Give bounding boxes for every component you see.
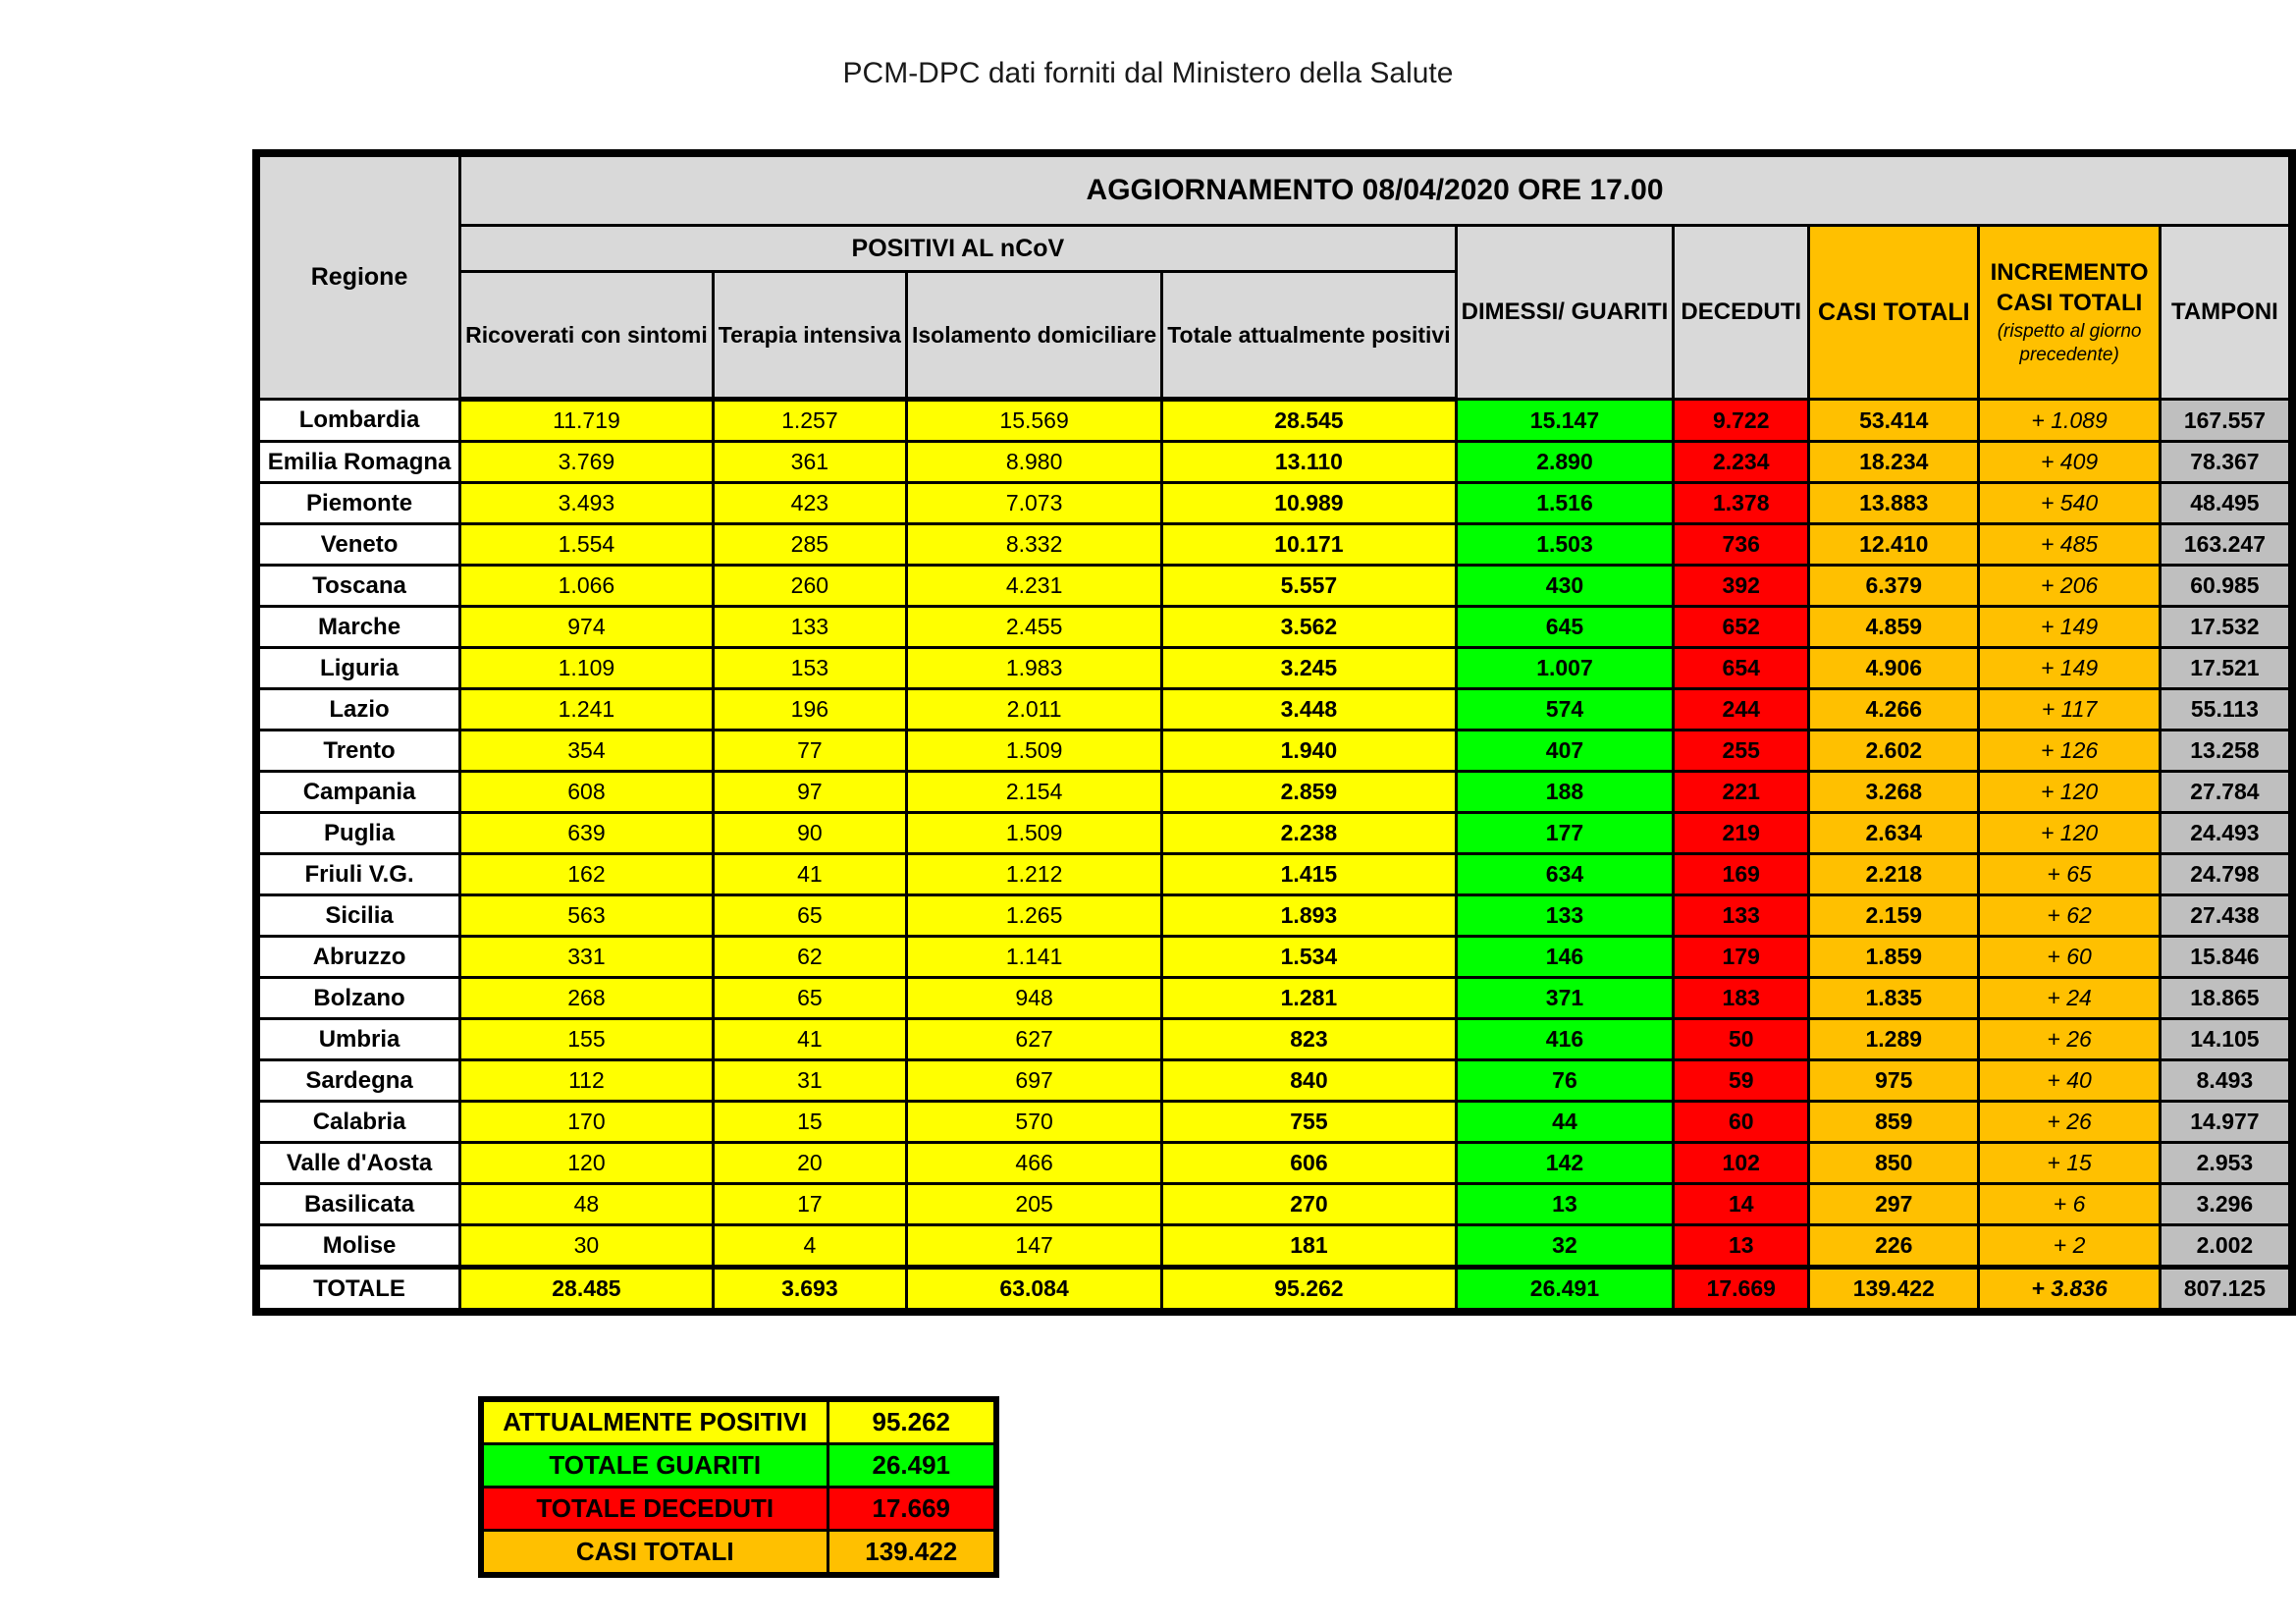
table-row — [256, 1019, 2292, 1060]
casi-totali-cell: 226 — [1809, 1225, 1979, 1268]
totale-positivi-cell: 2.238 — [1162, 813, 1456, 854]
region-name-cell: Abruzzo — [256, 937, 460, 978]
tamponi-cell: 2.002 — [2160, 1225, 2292, 1268]
summary-label: TOTALE DECEDUTI — [481, 1488, 828, 1531]
table-row — [256, 442, 2292, 483]
table-row — [256, 1143, 2292, 1184]
group-header-row — [256, 226, 2292, 272]
isolamento-cell: 627 — [906, 1019, 1161, 1060]
deceduti-cell: 17.669 — [1674, 1268, 1809, 1313]
tamponi-cell: 14.977 — [2160, 1102, 2292, 1143]
column-header-terapia: Terapia intensiva — [713, 272, 906, 400]
incremento-cell: + 26 — [1979, 1102, 2161, 1143]
summary-table — [478, 1396, 999, 1578]
ricoverati-cell: 1.554 — [460, 524, 714, 566]
tamponi-cell: 17.521 — [2160, 648, 2292, 689]
totale-positivi-cell: 840 — [1162, 1060, 1456, 1102]
region-name-cell: Umbria — [256, 1019, 460, 1060]
incremento-cell: + 540 — [1979, 483, 2161, 524]
table-row — [256, 648, 2292, 689]
region-name-cell: Basilicata — [256, 1184, 460, 1225]
tamponi-cell: 17.532 — [2160, 607, 2292, 648]
region-name-cell: Liguria — [256, 648, 460, 689]
summary-row-totale-deceduti — [481, 1488, 996, 1531]
ricoverati-cell: 155 — [460, 1019, 714, 1060]
column-header-deceduti: DECEDUTI — [1674, 226, 1809, 400]
summary-row-totale-guariti — [481, 1444, 996, 1488]
totale-positivi-cell: 1.534 — [1162, 937, 1456, 978]
deceduti-cell: 9.722 — [1674, 400, 1809, 442]
isolamento-cell: 63.084 — [906, 1268, 1161, 1313]
terapia-cell: 423 — [713, 483, 906, 524]
dimessi-guariti-cell: 1.516 — [1456, 483, 1674, 524]
incremento-cell: + 65 — [1979, 854, 2161, 895]
ricoverati-cell: 354 — [460, 731, 714, 772]
incremento-cell: + 1.089 — [1979, 400, 2161, 442]
terapia-cell: 97 — [713, 772, 906, 813]
terapia-cell: 90 — [713, 813, 906, 854]
table-row — [256, 731, 2292, 772]
isolamento-cell: 205 — [906, 1184, 1161, 1225]
deceduti-cell: 13 — [1674, 1225, 1809, 1268]
ricoverati-cell: 11.719 — [460, 400, 714, 442]
table-row — [256, 1225, 2292, 1268]
table-row — [256, 854, 2292, 895]
ricoverati-cell: 170 — [460, 1102, 714, 1143]
deceduti-cell: 14 — [1674, 1184, 1809, 1225]
terapia-cell: 153 — [713, 648, 906, 689]
isolamento-cell: 2.011 — [906, 689, 1161, 731]
terapia-cell: 4 — [713, 1225, 906, 1268]
tamponi-cell: 807.125 — [2160, 1268, 2292, 1313]
column-header-casi-totali: CASI TOTALI — [1809, 226, 1979, 400]
region-name-cell: Veneto — [256, 524, 460, 566]
casi-totali-cell: 18.234 — [1809, 442, 1979, 483]
deceduti-cell: 219 — [1674, 813, 1809, 854]
casi-totali-cell: 6.379 — [1809, 566, 1979, 607]
tamponi-cell: 24.798 — [2160, 854, 2292, 895]
terapia-cell: 41 — [713, 854, 906, 895]
terapia-cell: 3.693 — [713, 1268, 906, 1313]
region-name-cell: Campania — [256, 772, 460, 813]
region-name-cell: Sicilia — [256, 895, 460, 937]
terapia-cell: 20 — [713, 1143, 906, 1184]
dimessi-guariti-cell: 15.147 — [1456, 400, 1674, 442]
incremento-cell: + 40 — [1979, 1060, 2161, 1102]
table-row — [256, 895, 2292, 937]
casi-totali-cell: 859 — [1809, 1102, 1979, 1143]
casi-totali-cell: 4.859 — [1809, 607, 1979, 648]
incremento-cell: + 149 — [1979, 648, 2161, 689]
dimessi-guariti-cell: 188 — [1456, 772, 1674, 813]
deceduti-cell: 2.234 — [1674, 442, 1809, 483]
deceduti-cell: 652 — [1674, 607, 1809, 648]
table-row — [256, 1060, 2292, 1102]
casi-totali-cell: 4.906 — [1809, 648, 1979, 689]
region-name-cell: Lazio — [256, 689, 460, 731]
incremento-cell: + 2 — [1979, 1225, 2161, 1268]
casi-totali-cell: 2.218 — [1809, 854, 1979, 895]
table-row — [256, 524, 2292, 566]
dimessi-guariti-cell: 1.503 — [1456, 524, 1674, 566]
deceduti-cell: 1.378 — [1674, 483, 1809, 524]
incremento-label: INCREMENTO CASI TOTALI — [1990, 259, 2149, 317]
casi-totali-cell: 2.602 — [1809, 731, 1979, 772]
ricoverati-cell: 28.485 — [460, 1268, 714, 1313]
tamponi-cell: 14.105 — [2160, 1019, 2292, 1060]
totale-positivi-cell: 1.940 — [1162, 731, 1456, 772]
deceduti-cell: 654 — [1674, 648, 1809, 689]
ricoverati-cell: 1.066 — [460, 566, 714, 607]
ricoverati-cell: 1.241 — [460, 689, 714, 731]
isolamento-cell: 948 — [906, 978, 1161, 1019]
isolamento-cell: 697 — [906, 1060, 1161, 1102]
dimessi-guariti-cell: 26.491 — [1456, 1268, 1674, 1313]
region-name-cell: Calabria — [256, 1102, 460, 1143]
casi-totali-cell: 4.266 — [1809, 689, 1979, 731]
terapia-cell: 77 — [713, 731, 906, 772]
terapia-cell: 15 — [713, 1102, 906, 1143]
casi-totali-cell: 1.289 — [1809, 1019, 1979, 1060]
banner-row — [256, 153, 2292, 226]
isolamento-cell: 2.455 — [906, 607, 1161, 648]
region-name-cell: Valle d'Aosta — [256, 1143, 460, 1184]
deceduti-cell: 183 — [1674, 978, 1809, 1019]
tamponi-cell: 3.296 — [2160, 1184, 2292, 1225]
tamponi-cell: 78.367 — [2160, 442, 2292, 483]
incremento-cell: + 6 — [1979, 1184, 2161, 1225]
summary-row-attualmente-positivi — [481, 1399, 996, 1444]
column-header-isolamento: Isolamento domiciliare — [906, 272, 1161, 400]
table-row — [256, 483, 2292, 524]
region-name-cell: Piemonte — [256, 483, 460, 524]
isolamento-cell: 8.980 — [906, 442, 1161, 483]
casi-totali-cell: 2.159 — [1809, 895, 1979, 937]
page-title: PCM-DPC dati forniti dal Ministero della Salute — [842, 57, 1454, 89]
covid-regions-table — [252, 149, 2296, 1316]
region-name-cell: Bolzano — [256, 978, 460, 1019]
totale-positivi-cell: 1.893 — [1162, 895, 1456, 937]
dimessi-guariti-cell: 76 — [1456, 1060, 1674, 1102]
totale-positivi-cell: 823 — [1162, 1019, 1456, 1060]
table-row — [256, 400, 2292, 442]
table-row — [256, 689, 2292, 731]
isolamento-cell: 15.569 — [906, 400, 1161, 442]
main-table-body — [256, 400, 2292, 1313]
tamponi-cell: 27.784 — [2160, 772, 2292, 813]
column-header-regione: Regione — [256, 153, 460, 400]
dimessi-guariti-cell: 574 — [1456, 689, 1674, 731]
incremento-note: (rispetto al giorno precedente) — [1997, 321, 2142, 366]
terapia-cell: 260 — [713, 566, 906, 607]
dimessi-guariti-cell: 13 — [1456, 1184, 1674, 1225]
tamponi-cell: 8.493 — [2160, 1060, 2292, 1102]
dimessi-guariti-cell: 371 — [1456, 978, 1674, 1019]
isolamento-cell: 1.141 — [906, 937, 1161, 978]
deceduti-cell: 133 — [1674, 895, 1809, 937]
dimessi-guariti-cell: 44 — [1456, 1102, 1674, 1143]
dimessi-guariti-cell: 177 — [1456, 813, 1674, 854]
group-header-positivi: POSITIVI AL nCoV — [460, 226, 1457, 272]
deceduti-cell: 102 — [1674, 1143, 1809, 1184]
table-row-total — [256, 1268, 2292, 1313]
tamponi-cell: 55.113 — [2160, 689, 2292, 731]
deceduti-cell: 244 — [1674, 689, 1809, 731]
deceduti-cell: 179 — [1674, 937, 1809, 978]
totale-positivi-cell: 755 — [1162, 1102, 1456, 1143]
terapia-cell: 17 — [713, 1184, 906, 1225]
terapia-cell: 65 — [713, 895, 906, 937]
deceduti-cell: 59 — [1674, 1060, 1809, 1102]
incremento-cell: + 117 — [1979, 689, 2161, 731]
incremento-cell: + 485 — [1979, 524, 2161, 566]
isolamento-cell: 2.154 — [906, 772, 1161, 813]
terapia-cell: 133 — [713, 607, 906, 648]
dimessi-guariti-cell: 416 — [1456, 1019, 1674, 1060]
totale-positivi-cell: 13.110 — [1162, 442, 1456, 483]
totale-positivi-cell: 1.281 — [1162, 978, 1456, 1019]
incremento-cell: + 24 — [1979, 978, 2161, 1019]
summary-value: 139.422 — [828, 1531, 996, 1576]
isolamento-cell: 8.332 — [906, 524, 1161, 566]
table-row — [256, 566, 2292, 607]
casi-totali-cell: 3.268 — [1809, 772, 1979, 813]
incremento-cell: + 15 — [1979, 1143, 2161, 1184]
dimessi-guariti-cell: 1.007 — [1456, 648, 1674, 689]
incremento-cell: + 3.836 — [1979, 1268, 2161, 1313]
incremento-cell: + 60 — [1979, 937, 2161, 978]
isolamento-cell: 1.212 — [906, 854, 1161, 895]
tamponi-cell: 27.438 — [2160, 895, 2292, 937]
totale-positivi-cell: 1.415 — [1162, 854, 1456, 895]
deceduti-cell: 255 — [1674, 731, 1809, 772]
ricoverati-cell: 639 — [460, 813, 714, 854]
deceduti-cell: 169 — [1674, 854, 1809, 895]
ricoverati-cell: 3.493 — [460, 483, 714, 524]
tamponi-cell: 2.953 — [2160, 1143, 2292, 1184]
ricoverati-cell: 30 — [460, 1225, 714, 1268]
table-row — [256, 772, 2292, 813]
ricoverati-cell: 112 — [460, 1060, 714, 1102]
isolamento-cell: 147 — [906, 1225, 1161, 1268]
ricoverati-cell: 268 — [460, 978, 714, 1019]
deceduti-cell: 392 — [1674, 566, 1809, 607]
ricoverati-cell: 1.109 — [460, 648, 714, 689]
ricoverati-cell: 608 — [460, 772, 714, 813]
totale-positivi-cell: 3.562 — [1162, 607, 1456, 648]
casi-totali-cell: 13.883 — [1809, 483, 1979, 524]
dimessi-guariti-cell: 146 — [1456, 937, 1674, 978]
casi-totali-cell: 12.410 — [1809, 524, 1979, 566]
tamponi-cell: 60.985 — [2160, 566, 2292, 607]
summary-value: 17.669 — [828, 1488, 996, 1531]
totale-positivi-cell: 181 — [1162, 1225, 1456, 1268]
summary-label: TOTALE GUARITI — [481, 1444, 828, 1488]
totale-positivi-cell: 606 — [1162, 1143, 1456, 1184]
isolamento-cell: 4.231 — [906, 566, 1161, 607]
incremento-cell: + 409 — [1979, 442, 2161, 483]
column-header-ricoverati: Ricoverati con sintomi — [460, 272, 714, 400]
terapia-cell: 65 — [713, 978, 906, 1019]
dimessi-guariti-cell: 133 — [1456, 895, 1674, 937]
totale-positivi-cell: 5.557 — [1162, 566, 1456, 607]
casi-totali-cell: 2.634 — [1809, 813, 1979, 854]
totale-positivi-cell: 2.859 — [1162, 772, 1456, 813]
casi-totali-cell: 850 — [1809, 1143, 1979, 1184]
isolamento-cell: 1.983 — [906, 648, 1161, 689]
deceduti-cell: 50 — [1674, 1019, 1809, 1060]
table-row — [256, 813, 2292, 854]
casi-totali-cell: 297 — [1809, 1184, 1979, 1225]
terapia-cell: 196 — [713, 689, 906, 731]
summary-value: 26.491 — [828, 1444, 996, 1488]
tamponi-cell: 18.865 — [2160, 978, 2292, 1019]
casi-totali-cell: 1.859 — [1809, 937, 1979, 978]
region-name-cell: Puglia — [256, 813, 460, 854]
tamponi-cell: 48.495 — [2160, 483, 2292, 524]
ricoverati-cell: 48 — [460, 1184, 714, 1225]
terapia-cell: 1.257 — [713, 400, 906, 442]
incremento-cell: + 126 — [1979, 731, 2161, 772]
incremento-cell: + 120 — [1979, 772, 2161, 813]
incremento-cell: + 149 — [1979, 607, 2161, 648]
casi-totali-cell: 1.835 — [1809, 978, 1979, 1019]
ricoverati-cell: 120 — [460, 1143, 714, 1184]
tamponi-cell: 13.258 — [2160, 731, 2292, 772]
column-header-incremento — [1979, 226, 2161, 400]
isolamento-cell: 7.073 — [906, 483, 1161, 524]
region-name-cell: Marche — [256, 607, 460, 648]
totale-positivi-cell: 28.545 — [1162, 400, 1456, 442]
dimessi-guariti-cell: 407 — [1456, 731, 1674, 772]
totale-positivi-cell: 3.245 — [1162, 648, 1456, 689]
region-name-cell: Toscana — [256, 566, 460, 607]
table-row — [256, 978, 2292, 1019]
summary-label: ATTUALMENTE POSITIVI — [481, 1399, 828, 1444]
region-name-cell: Sardegna — [256, 1060, 460, 1102]
dimessi-guariti-cell: 2.890 — [1456, 442, 1674, 483]
isolamento-cell: 1.509 — [906, 731, 1161, 772]
totale-positivi-cell: 95.262 — [1162, 1268, 1456, 1313]
column-header-totale-positivi: Totale attualmente positivi — [1162, 272, 1456, 400]
ricoverati-cell: 974 — [460, 607, 714, 648]
column-header-dimessi-guariti: DIMESSI/ GUARITI — [1456, 226, 1674, 400]
casi-totali-cell: 975 — [1809, 1060, 1979, 1102]
dimessi-guariti-cell: 634 — [1456, 854, 1674, 895]
ricoverati-cell: 3.769 — [460, 442, 714, 483]
update-banner: AGGIORNAMENTO 08/04/2020 ORE 17.00 — [460, 153, 2292, 226]
isolamento-cell: 1.509 — [906, 813, 1161, 854]
terapia-cell: 41 — [713, 1019, 906, 1060]
tamponi-cell: 167.557 — [2160, 400, 2292, 442]
terapia-cell: 285 — [713, 524, 906, 566]
region-name-cell: Trento — [256, 731, 460, 772]
isolamento-cell: 570 — [906, 1102, 1161, 1143]
totale-positivi-cell: 270 — [1162, 1184, 1456, 1225]
region-name-cell: Lombardia — [256, 400, 460, 442]
tamponi-cell: 24.493 — [2160, 813, 2292, 854]
incremento-cell: + 62 — [1979, 895, 2161, 937]
incremento-cell: + 120 — [1979, 813, 2161, 854]
column-header-tamponi: TAMPONI — [2160, 226, 2292, 400]
table-header — [256, 153, 2292, 400]
dimessi-guariti-cell: 142 — [1456, 1143, 1674, 1184]
region-name-cell: TOTALE — [256, 1268, 460, 1313]
region-name-cell: Friuli V.G. — [256, 854, 460, 895]
totale-positivi-cell: 10.989 — [1162, 483, 1456, 524]
dimessi-guariti-cell: 645 — [1456, 607, 1674, 648]
table-row — [256, 937, 2292, 978]
casi-totali-cell: 53.414 — [1809, 400, 1979, 442]
summary-label: CASI TOTALI — [481, 1531, 828, 1576]
tamponi-cell: 163.247 — [2160, 524, 2292, 566]
incremento-cell: + 26 — [1979, 1019, 2161, 1060]
isolamento-cell: 466 — [906, 1143, 1161, 1184]
totale-positivi-cell: 3.448 — [1162, 689, 1456, 731]
terapia-cell: 361 — [713, 442, 906, 483]
terapia-cell: 62 — [713, 937, 906, 978]
table-row — [256, 1102, 2292, 1143]
dimessi-guariti-cell: 32 — [1456, 1225, 1674, 1268]
isolamento-cell: 1.265 — [906, 895, 1161, 937]
table-row — [256, 607, 2292, 648]
totale-positivi-cell: 10.171 — [1162, 524, 1456, 566]
ricoverati-cell: 162 — [460, 854, 714, 895]
region-name-cell: Emilia Romagna — [256, 442, 460, 483]
table-row — [256, 1184, 2292, 1225]
summary-value: 95.262 — [828, 1399, 996, 1444]
casi-totali-cell: 139.422 — [1809, 1268, 1979, 1313]
dimessi-guariti-cell: 430 — [1456, 566, 1674, 607]
region-name-cell: Molise — [256, 1225, 460, 1268]
tamponi-cell: 15.846 — [2160, 937, 2292, 978]
deceduti-cell: 736 — [1674, 524, 1809, 566]
incremento-cell: + 206 — [1979, 566, 2161, 607]
deceduti-cell: 221 — [1674, 772, 1809, 813]
ricoverati-cell: 331 — [460, 937, 714, 978]
deceduti-cell: 60 — [1674, 1102, 1809, 1143]
summary-row-casi-totali — [481, 1531, 996, 1576]
terapia-cell: 31 — [713, 1060, 906, 1102]
ricoverati-cell: 563 — [460, 895, 714, 937]
